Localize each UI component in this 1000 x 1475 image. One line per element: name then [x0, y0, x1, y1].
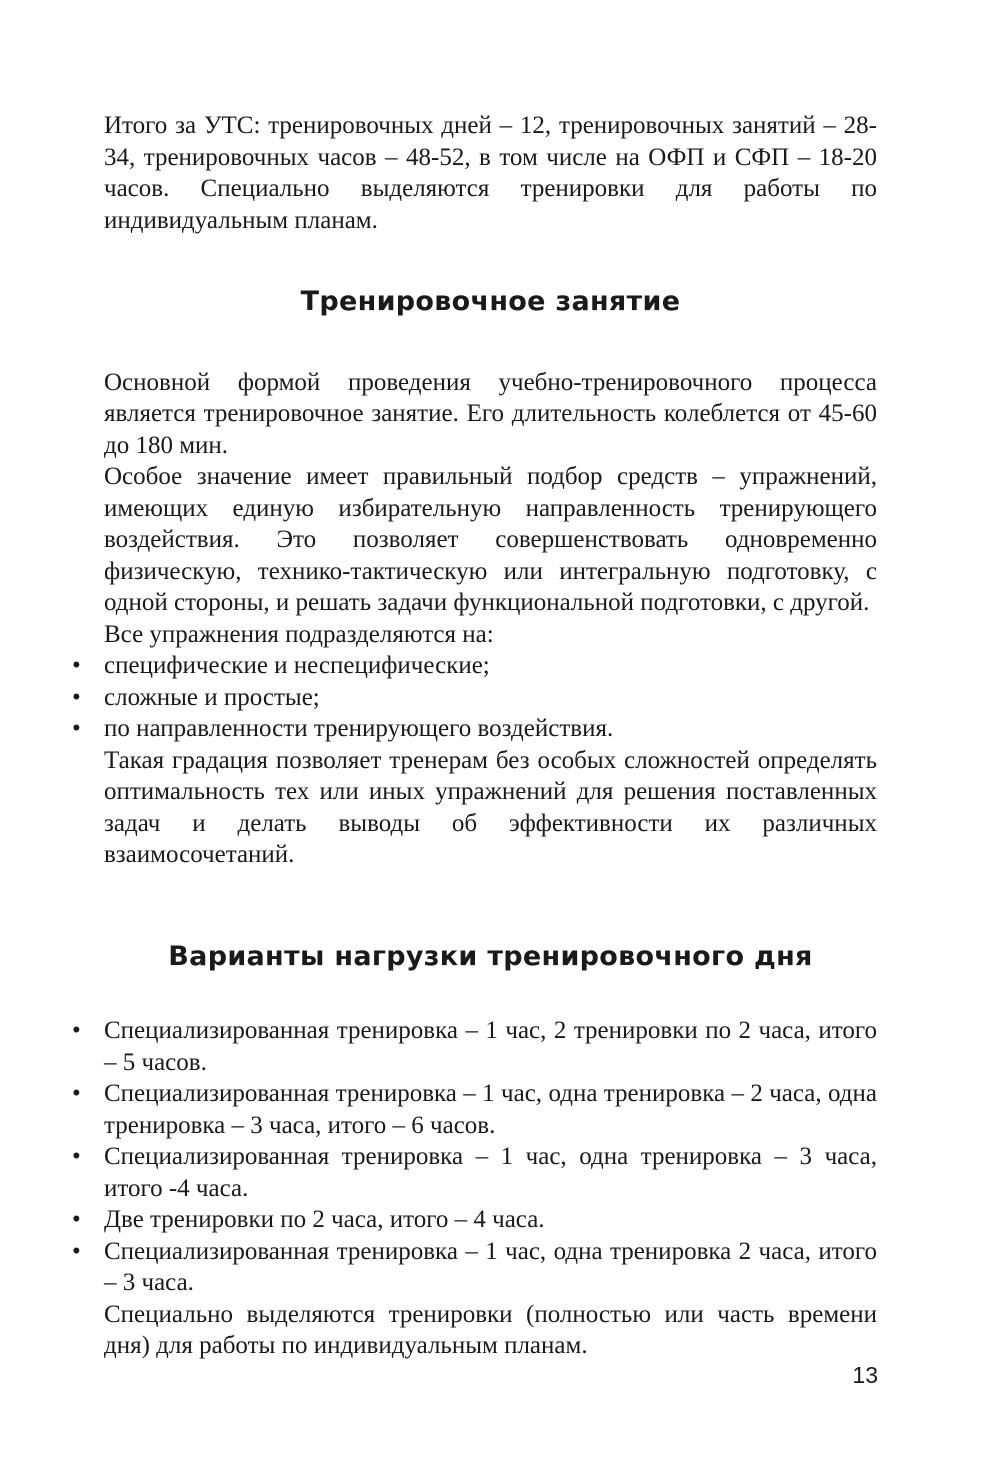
intro-paragraph: Итого за УТС: тренировочных дней – 12, тренировочных занятий – 28-34, тренировочных часов – 48-52, в том числе на ОФП и СФП – 18-20 часов. Специально выделяются тренировки для работы по индивидуальным планам. — [104, 112, 877, 234]
list-item: • по направленности тренирующего воздействия. — [104, 713, 877, 745]
list-item: • Две тренировки по 2 часа, итого – 4 часа. — [104, 1204, 877, 1236]
section1-bullet-list — [104, 650, 877, 745]
section1-paragraph-3: Такая градация позволяет тренерам без особых сложностей определять оптимальность тех или иных упражнений для решения поставленных задач и делать выводы об эффективности их различных взаимосочетаний. — [104, 746, 877, 868]
section2-bullet-list — [104, 1015, 877, 1299]
list-item: • Специализированная тренировка – 1 час, одна тренировка – 3 часа, итого -4 часа. — [104, 1141, 877, 1204]
section2-closing-paragraph: Специально выделяются тренировки (полностью или часть времени дня) для работы по индивидуальным планам. — [104, 1300, 877, 1359]
section1-paragraph-2: Особое значение имеет правильный подбор средств – упражнений, имеющих единую избирательную направленность тренирующего воздействия. Это позволяет совершенствовать одновременно физическую, технико-тактическую или интегральную подготовку, с одной стороны, и решать задачи функциональной подготовки, с другой. — [104, 463, 877, 616]
page-number: 13 — [852, 1362, 878, 1388]
section-heading-load-variants: Варианты нагрузки тренировочного дня — [168, 940, 813, 972]
list-item: • Специализированная тренировка – 1 час, одна тренировка – 2 часа, одна тренировка – 3 часа, итого – 6 часов. — [104, 1078, 877, 1141]
list-item: • Специализированная тренировка – 1 час, 2 тренировки по 2 часа, итого – 5 часов. — [104, 1015, 877, 1078]
page-body — [104, 110, 877, 1362]
section1-list-intro: Все упражнения подразделяются на: — [104, 620, 494, 648]
list-item: • сложные и простые; — [104, 682, 877, 714]
section-heading-training-session: Тренировочное занятие — [300, 286, 681, 317]
list-item: • специфические и неспецифические; — [104, 650, 877, 682]
list-item: • Специализированная тренировка – 1 час, одна тренировка 2 часа, итого – 3 часа. — [104, 1236, 877, 1299]
section1-paragraph-1: Основной формой проведения учебно-тренировочного процесса является тренировочное занятие. Его длительность колеблется от 45-60 до 180 мин. — [104, 368, 877, 459]
